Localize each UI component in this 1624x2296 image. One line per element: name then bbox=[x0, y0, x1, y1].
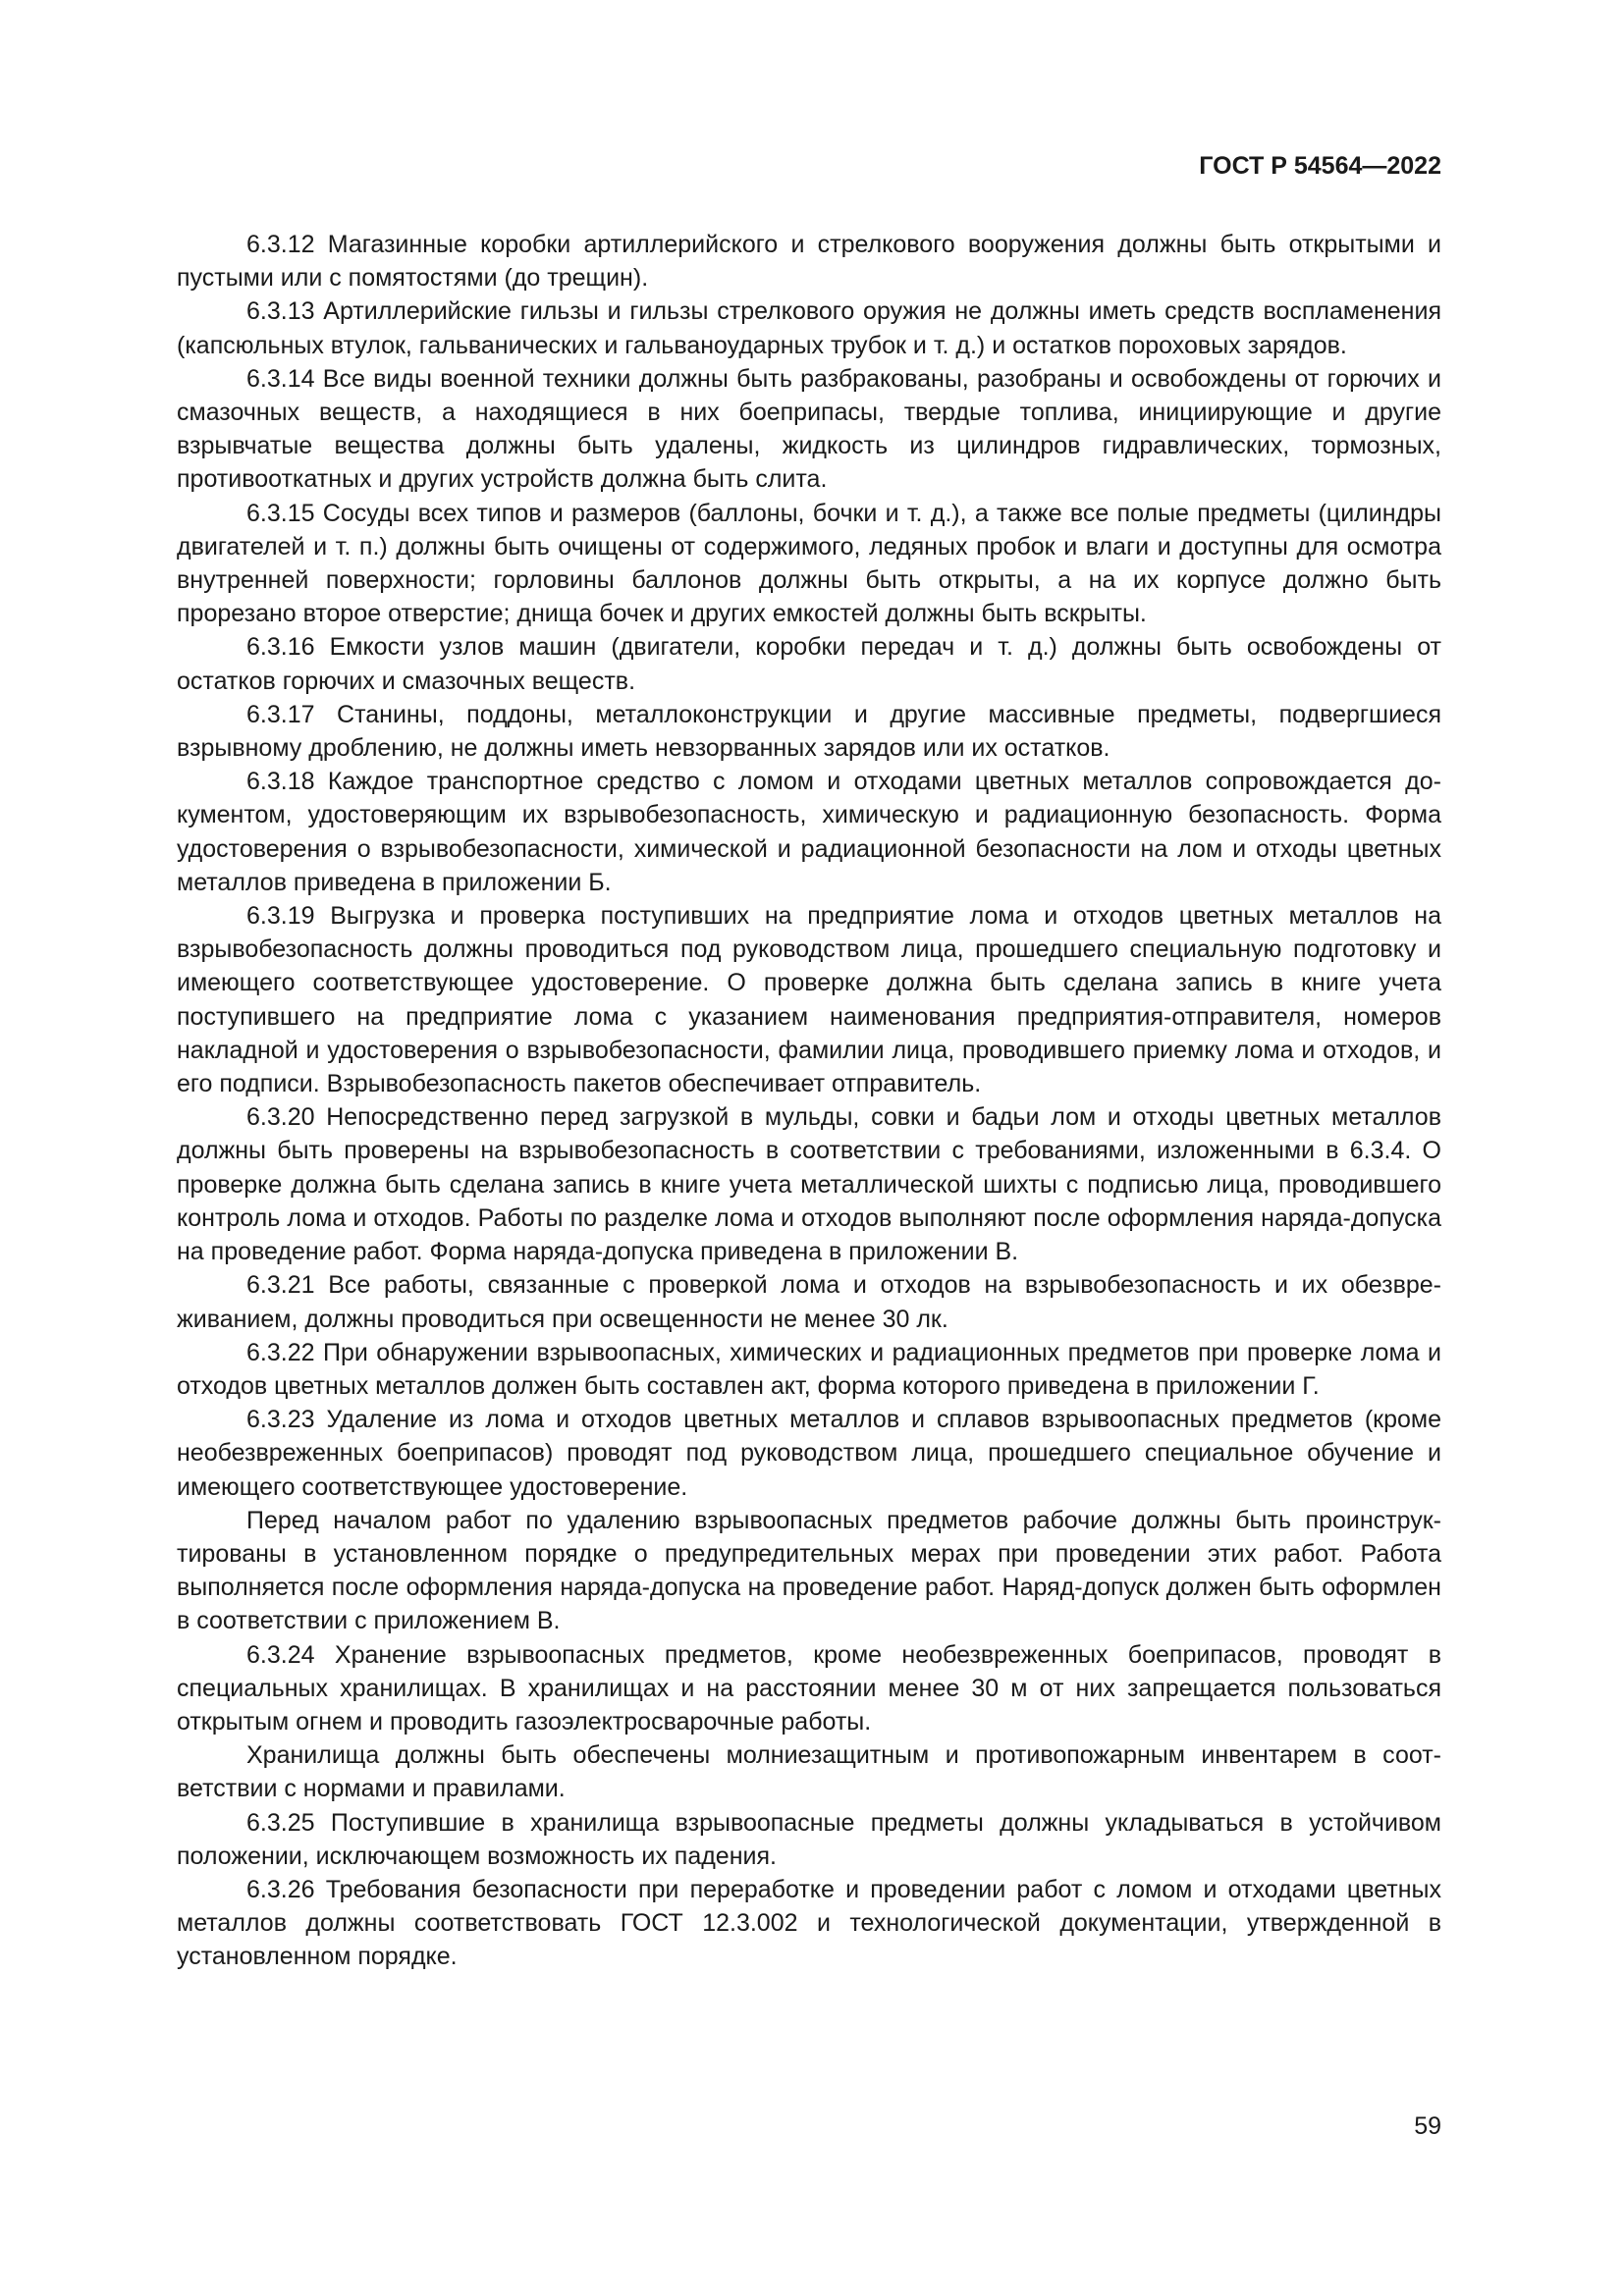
paragraph bbox=[177, 1403, 1441, 1504]
paragraph-text: 6.3.19 Выгрузка и проверка поступивших на предприятие лома и отходов цветных металлов на взрывобезопасность должны проводиться под руководством лица, прошедшего специальную подготовку и имеющего соответствующее удостоверение. О проверке должна быть сделана запись в книге учета поступившего на предприятие лома с указанием наименования предприятия-отправителя, номеров накладной и удостоверения о взрывобезопасности, фамилии лица, проводившего приемку лома и отходов, и его подписи. Взрывобезопасность пакетов обеспечивает отправитель. bbox=[177, 902, 1441, 1098]
paragraph-text: 6.3.21 Все работы, связанные с проверкой лома и отходов на взрывобезопасность и их обезвреживанием, должны проводиться при освещенности не менее 30 лк. bbox=[177, 1271, 1441, 1333]
paragraph-text: Перед началом работ по удалению взрывоопасных предметов рабочие должны быть проинструктированы в установленном порядке о предупредительных мерах при проведении этих работ. Работа выполняется после оформления наряда-допуска на проведение работ. Наряд-допуск должен быть оформлен в соответствии с приложением В. bbox=[177, 1506, 1441, 1635]
paragraph-text: 6.3.12 Магазинные коробки артиллерийского и стрелкового вооружения должны быть открытыми и пустыми или с помятостями (до трещин). bbox=[177, 231, 1441, 293]
paragraph-text: 6.3.24 Хранение взрывоопасных предметов, кроме необезвреженных боеприпасов, проводят в специальных хранилищах. В хранилищах и на расстоянии менее 30 м от них запрещается пользоваться открытым огнем и проводить газоэлектросварочные работы. bbox=[177, 1640, 1441, 1735]
paragraph bbox=[177, 1873, 1441, 1974]
paragraph-text: 6.3.23 Удаление из лома и отходов цветных металлов и сплавов взрывоопасных предметов (кроме необезвреженных боеприпасов) проводят под руководством лица, прошедшего специальное обучение и имеющего соответствующее удостоверение. bbox=[177, 1406, 1441, 1501]
paragraph bbox=[177, 294, 1441, 361]
paragraph-text: 6.3.15 Сосуды всех типов и размеров (баллоны, бочки и т. д.), а также все полые предметы (цилиндры двигателей и т. п.) должны быть очищены от содержимого, ледяных пробок и влаги и доступны для осмотра внутренней поверхности; горловины баллонов должны быть открыты, а на их корпусе должно быть прорезано второе отверстие; днища бочек и других емкостей должны быть вскрыты. bbox=[177, 499, 1441, 628]
paragraph-text: 6.3.16 Емкости узлов машин (двигатели, коробки передач и т. д.) должны быть освобождены от остатков горючих и смазочных веществ. bbox=[177, 633, 1441, 695]
paragraph bbox=[177, 1738, 1441, 1805]
paragraph-text: Хранилища должны быть обеспечены молниезащитным и противопожарным инвентарем в соответствии с нормами и правилами. bbox=[177, 1741, 1441, 1803]
paragraph bbox=[177, 1504, 1441, 1638]
paragraph-text: 6.3.25 Поступившие в хранилища взрывоопасные предметы должны укладываться в устойчивом положении, исключающем возможность их падения. bbox=[177, 1808, 1441, 1870]
paragraph bbox=[177, 630, 1441, 697]
paragraph-text: 6.3.22 При обнаружении взрывоопасных, химических и радиационных предметов при проверке лома и отходов цветных металлов должен быть составлен акт, форма которого приведена в приложении Г. bbox=[177, 1338, 1441, 1400]
paragraph bbox=[177, 1638, 1441, 1739]
paragraph-text: 6.3.14 Все виды военной техники должны быть разбракованы, разобраны и освобождены от горючих и смазочных веществ, а находящиеся в них боеприпасы, твердые топлива, инициирующие и другие взрывчатые вещества должны быть удалены, жидкость из цилиндров гидравлических, тормозных, противооткатных и других устройств должна быть слита. bbox=[177, 364, 1441, 494]
paragraph bbox=[177, 497, 1441, 631]
paragraph-text: 6.3.17 Станины, поддоны, металлоконструкции и другие массивные предметы, подвергшиеся взрывному дроблению, не должны иметь невзорванных зарядов или их остатков. bbox=[177, 700, 1441, 763]
paragraph bbox=[177, 765, 1441, 899]
paragraph-text: 6.3.18 Каждое транспортное средство с ломом и отходами цветных металлов сопровождается документом, удостоверяющим их взрывобезопасность, химическую и радиационную безопасность. Форма удостоверения о взрывобезопасности, химической и радиационной безопасности на лом и отходы цветных металлов приведена в приложении Б. bbox=[177, 768, 1441, 896]
paragraph-text: 6.3.26 Требования безопасности при переработке и проведении работ с ломом и отходами цветных металлов должны соответствовать ГОСТ 12.3.002 и технологической документации, утвержденной в установленном порядке. bbox=[177, 1875, 1441, 1971]
paragraph bbox=[177, 228, 1441, 294]
standard-designation: ГОСТ Р 54564—2022 bbox=[1199, 152, 1441, 180]
paragraph bbox=[177, 362, 1441, 497]
paragraph bbox=[177, 1336, 1441, 1403]
paragraph bbox=[177, 1806, 1441, 1873]
paragraph-text: 6.3.20 Непосредственно перед загрузкой в мульды, совки и бадьи лом и отходы цветных металлов должны быть проверены на взрывобезопасность в соответствии с требованиями, изложенными в 6.3.4. О проверке должна быть сделана запись в книге учета металлической шихты с подписью лица, проводившего контроль лома и отходов. Работы по разделке лома и отходов выполняют после оформления наряда-допуска на проведение работ. Форма наряда-допуска приведена в приложении В. bbox=[177, 1103, 1441, 1266]
paragraph bbox=[177, 1100, 1441, 1268]
paragraph bbox=[177, 698, 1441, 765]
page-number: 59 bbox=[1414, 2112, 1441, 2140]
paragraph bbox=[177, 899, 1441, 1100]
paragraph bbox=[177, 1268, 1441, 1335]
paragraph-text: 6.3.13 Артиллерийские гильзы и гильзы стрелкового оружия не должны иметь средств воспламенения (капсюльных втулок, гальванических и гальваноударных трубок и т. д.) и остатков пороховых зарядов. bbox=[177, 297, 1441, 359]
document-body bbox=[177, 228, 1441, 1974]
